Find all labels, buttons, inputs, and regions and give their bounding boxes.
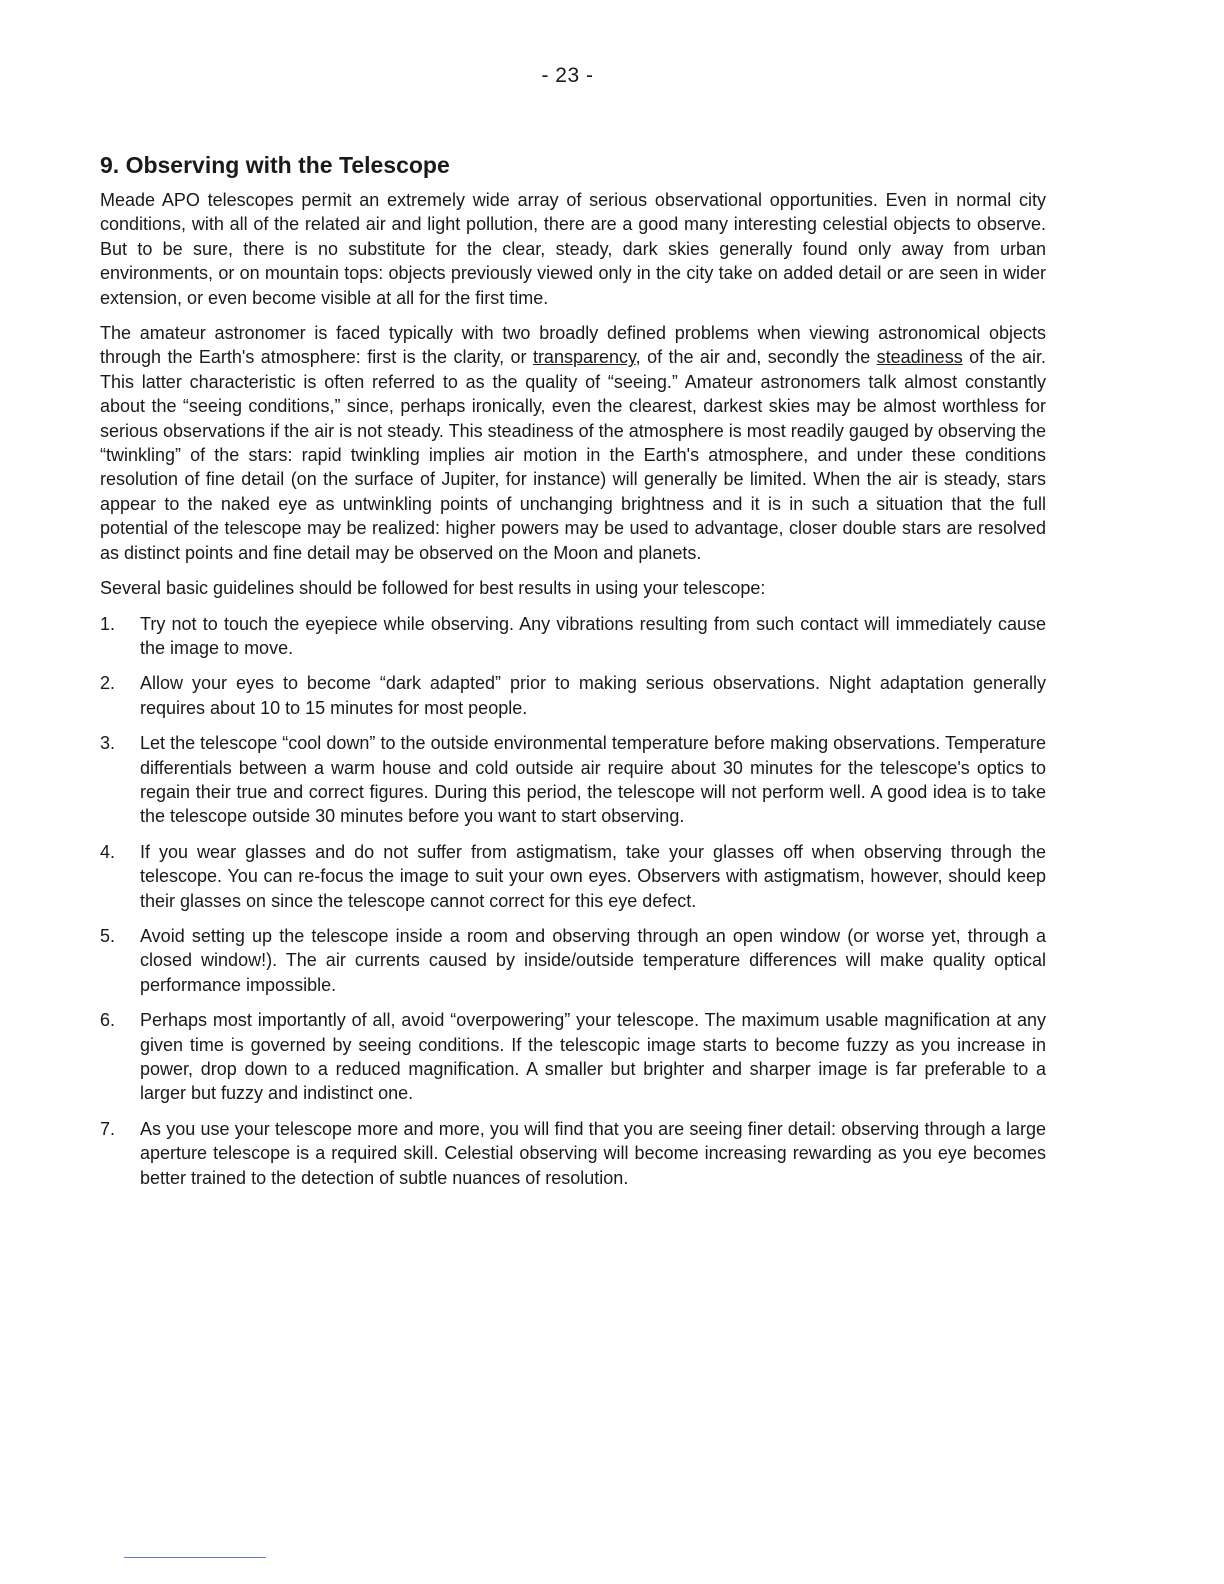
guideline-text: Allow your eyes to become “dark adapted” prior to making serious observations. Night adaptation generally requires about 10 to 15 minutes for most people.	[140, 673, 1046, 718]
guidelines-list	[100, 612, 1046, 1191]
guideline-text: Perhaps most importantly of all, avoid “overpowering” your telescope. The maximum usable magnification at any given time is governed by seeing conditions. If the telescopic image starts to become fuzzy as you increase in power, drop down to a reduced magnification. A smaller but brighter and sharper image is far preferable to a larger but fuzzy and indistinct one.	[140, 1010, 1046, 1104]
guideline-number: 1.	[100, 613, 116, 634]
guideline-item	[100, 671, 1046, 720]
page-content	[100, 150, 1046, 1201]
guidelines-intro: Several basic guidelines should be followed for best results in using your telescope:	[100, 578, 766, 599]
guideline-number: 3.	[100, 733, 116, 754]
guideline-text: Try not to touch the eyepiece while observing. Any vibrations resulting from such contact will immediately cause the image to move.	[140, 613, 1046, 658]
guideline-number: 2.	[100, 673, 116, 694]
footer-rule	[124, 1557, 266, 1558]
transparency-term: transparency	[532, 347, 636, 368]
guideline-item	[100, 1008, 1046, 1106]
guideline-text: Let the telescope “cool down” to the outside environmental temperature before making observations. Temperature differentials between a warm house and cold outside air require about 30 minutes for the telescope's optics to regain their true and correct figures. During this period, the telescope will not perform well. A good idea is to take the telescope outside 30 minutes before you want to start observing.	[140, 733, 1046, 827]
guideline-text: As you use your telescope more and more, you will find that you are seeing finer detail: observing through a large aperture telescope is a required skill. Celestial observing will become increasing rewarding as you eye becomes better trained to the detection of subtle nuances of resolution.	[140, 1118, 1046, 1188]
guideline-item	[100, 924, 1046, 997]
intro-paragraph: Meade APO telescopes permit an extremely wide array of serious observational opportunities. Even in normal city conditions, with all of the related air and light pollution, there are a good many interesting celestial objects to observe. But to be sure, there is no substitute for the clear, steady, dark skies generally found only away from urban environments, or on mountain tops: objects previously viewed only in the city take on added detail or are seen in wider extension, or even become visible at all for the first time.	[100, 190, 1046, 308]
atmosphere-paragraph	[100, 321, 1046, 565]
guideline-number: 4.	[100, 841, 116, 862]
guideline-item	[100, 840, 1046, 913]
guideline-number: 5.	[100, 925, 116, 946]
guideline-number: 6.	[100, 1010, 116, 1031]
guideline-item	[100, 612, 1046, 661]
atmosphere-text-a: The amateur astronomer is faced typically with two broadly defined problems when viewing astronomical objects through the Earth's atmosphere: first is the clarity, or	[100, 323, 1046, 368]
atmosphere-text-b: , of the air and, secondly the	[635, 347, 877, 368]
guideline-number: 7.	[100, 1118, 116, 1139]
guideline-text: Avoid setting up the telescope inside a room and observing through an open window (or worse yet, through a closed window!). The air currents caused by inside/outside temperature differences will make quality optical performance impossible.	[140, 925, 1046, 995]
section-title: 9. Observing with the Telescope	[100, 152, 450, 178]
guideline-text: If you wear glasses and do not suffer from astigmatism, take your glasses off when observing through the telescope. You can re-focus the image to suit your own eyes. Observers with astigmatism, however, should keep their glasses on since the telescope cannot correct for this eye defect.	[140, 841, 1046, 911]
guideline-item	[100, 1117, 1046, 1190]
atmosphere-text-c: of the air. This latter characteristic is often referred to as the quality of “seeing.” Amateur astronomers talk almost constantly about the “seeing conditions,” since, perhaps ironically, even the clearest, darkest skies may be almost worthless for serious observations if the air is not steady. This steadiness of the atmosphere is most readily gauged by observing the “twinkling” of the stars: rapid twinkling implies air motion in the Earth's atmosphere, and under these conditions resolution of fine detail (on the surface of Jupiter, for instance) will generally be limited. When the air is steady, stars appear to the naked eye as untwinkling points of unchanging brightness and it is in such a situation that the full potential of the telescope may be realized: higher powers may be used to advantage, closer double stars are resolved as distinct points and fine detail may be observed on the Moon and planets.	[100, 347, 1046, 563]
steadiness-term: steadiness	[876, 347, 963, 368]
guideline-item	[100, 731, 1046, 829]
page-number: - 23 -	[541, 64, 594, 87]
